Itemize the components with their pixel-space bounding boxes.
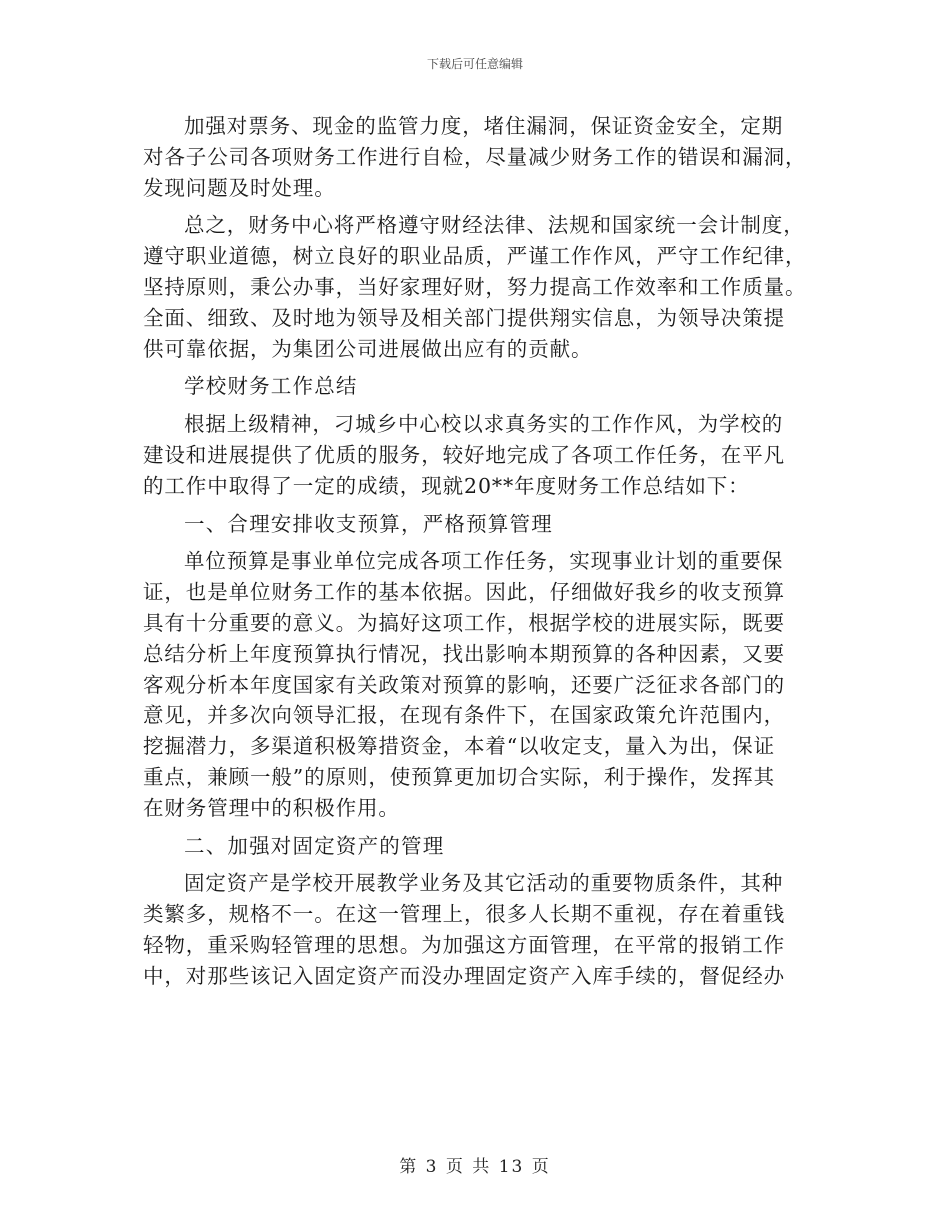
paragraph: 根据上级精神，刁城乡中心校以求真务实的工作作风，为学校的 建设和进展提供了优质的服务，较好地完成了各项工作任务，在平凡 的工作中取得了一定的成绩，现就20**年度财务工作总结如下： xyxy=(143,412,785,498)
page-number: 第 3 页 共 13 页 xyxy=(399,1157,551,1177)
paragraph: 加强对票务、现金的监管力度，堵住漏洞，保证资金安全，定期 对各子公司各项财务工作进行自检，尽量减少财务工作的错误和漏洞， 发现问题及时处理。 xyxy=(143,114,807,200)
document-body xyxy=(143,111,808,999)
section-title: 学校财务工作总结 xyxy=(184,374,358,399)
page-header: 下载后可任意编辑 xyxy=(426,57,523,71)
section-heading: 一、合理安排收支预算，严格预算管理 xyxy=(184,511,553,536)
paragraph: 总之，财务中心将严格遵守财经法律、法规和国家统一会计制度， 遵守职业道德，树立良好的职业品质，严谨工作作风，严守工作纪律， 坚持原则，秉公办事，当好家理好财，努力提高工作效率和工作质量。 全面、细致、及时地为领导及相关部门提供翔实信息，为领导决策提 供可靠依据，为集团公司进展做出应有的贡献。 xyxy=(143,213,807,361)
paragraph: 固定资产是学校开展教学业务及其它活动的重要物质条件，其种 类繁多，规格不一。在这一管理上，很多人长期不重视，存在着重钱 轻物，重采购轻管理的思想。为加强这方面管理，在平常的报销工作 中，对那些该记入固定资产而没办理固定资产入库手续的，督促经办 xyxy=(143,871,785,988)
section-heading: 二、加强对固定资产的管理 xyxy=(184,833,445,858)
paragraph: 单位预算是事业单位完成各项工作任务，实现事业计划的重要保 证，也是单位财务工作的基本依据。因此，仔细做好我乡的收支预算 具有十分重要的意义。为搞好这项工作，根据学校的进展实际，既要 总结分析上年度预算执行情况，找出影响本期预算的各种因素，又要 客观分析本年度国家有关政策对预算的影响，还要广泛征求各部门的 意见，并多次向领导汇报，在现有条件下，在国家政策允许范围内， 挖掘潜力，多渠道积极筹措资金，本着“以收定支，量入为出，保证 重点，兼顾一般”的原则，使预算更加切合实际，利于操作，发挥其 在财务管理中的积极作用。 xyxy=(143,549,785,820)
